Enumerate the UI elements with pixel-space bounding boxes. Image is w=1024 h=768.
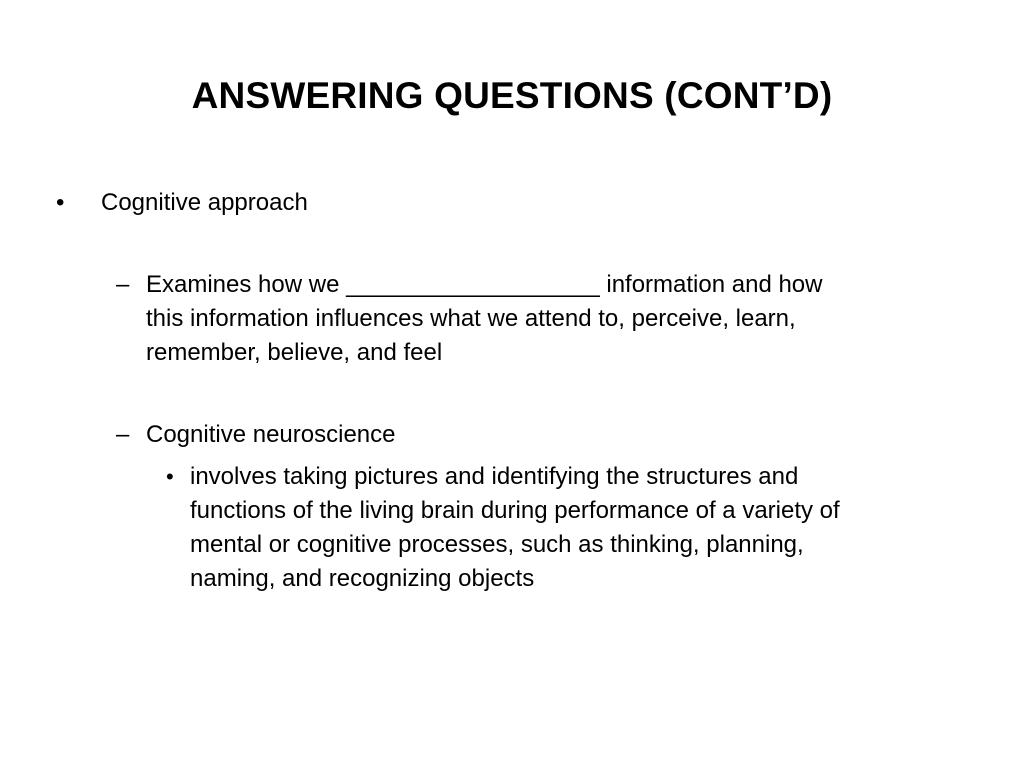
sub-sub-bullet-line: mental or cognitive processes, such as thinking, planning, [190,531,804,558]
sub-bullet-line: Cognitive neuroscience [146,421,396,448]
sub-bullet-cognitive-neuroscience [116,418,395,452]
bullet-marker-small: • [166,464,174,489]
dash-marker: – [116,421,130,448]
slide-title: ANSWERING QUESTIONS (CONT’D) [191,75,833,116]
sub-bullet-line: remember, believe, and feel [146,339,443,366]
bullet-marker: • [56,189,65,216]
sub-sub-bullet-involves [166,460,840,596]
bullet-text: Cognitive approach [101,189,308,216]
bullet-cognitive-approach [56,186,308,220]
sub-sub-bullet-line: involves taking pictures and identifying the structures and [190,463,799,490]
sub-bullet-line: this information influences what we attend to, perceive, learn, [146,305,796,332]
dash-marker: – [116,271,130,298]
sub-sub-bullet-line: functions of the living brain during performance of a variety of [190,497,840,524]
sub-bullet-line: Examines how we ___________________ information and how [146,271,823,298]
sub-bullet-examines [116,268,823,370]
sub-sub-bullet-line: naming, and recognizing objects [190,565,535,592]
